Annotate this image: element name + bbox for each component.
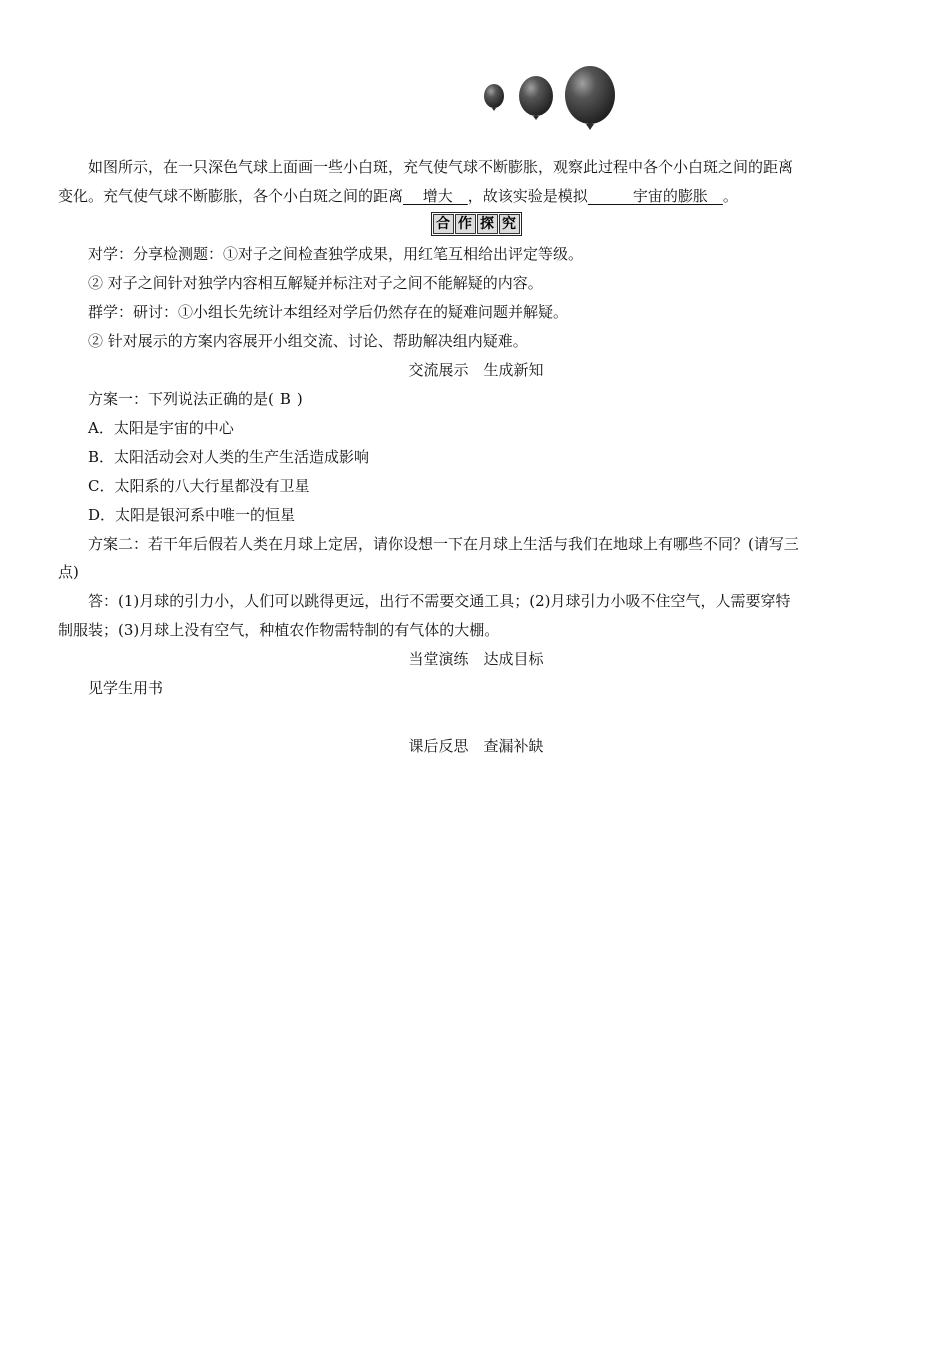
cooperation-badge — [431, 212, 522, 236]
plan2-question-text: 方案二：若干年后假若人类在月球上定居，请你设想一下在月球上生活与我们在地球上有哪些不同？(请写三 — [88, 535, 799, 553]
practice-reference-text: 见学生用书 — [88, 679, 164, 697]
plan1-option-d — [58, 504, 894, 526]
intro-text-4: 。 — [722, 187, 738, 205]
plan2-answer-text: 答：(1)月球的引力小，人们可以跳得更远，出行不需要交通工具；(2)月球引力小吸不住空气，人需要穿特 — [88, 592, 791, 610]
heading-exchange-text: 交流展示 生成新知 — [408, 361, 544, 379]
practice-reference — [58, 677, 894, 699]
option-text: D．太阳是银河系中唯一的恒星 — [88, 506, 296, 524]
plan1-answer: B — [279, 390, 291, 408]
answer-blank-1: 增大 — [403, 187, 468, 205]
heading-practice-text: 当堂演练 达成目标 — [408, 650, 544, 668]
plan1-question-text: 方案一：下列说法正确的是( — [88, 390, 274, 408]
group-learning-text: 群学：研讨：①小组长先统计本组经对学后仍然存在的疑难问题并解疑。 — [88, 303, 569, 321]
small-balloon-icon — [484, 84, 504, 111]
intro-line-2 — [58, 185, 894, 207]
badge-char: 究 — [499, 214, 520, 234]
heading-reflection — [58, 735, 894, 757]
plan1-option-a — [58, 417, 894, 439]
pair-learning-text: 对学：分享检测题：①对子之间检查独学成果，用红笔互相给出评定等级。 — [88, 245, 584, 263]
pair-learning-line — [58, 243, 894, 265]
plan1-option-b — [58, 446, 894, 468]
heading-reflection-text: 课后反思 查漏补缺 — [408, 737, 544, 755]
badge-char: 探 — [477, 214, 498, 234]
plan1-question — [58, 388, 894, 410]
group-learning-line — [58, 301, 894, 323]
group-learning-line-2 — [58, 330, 894, 352]
badge-char: 作 — [455, 214, 476, 234]
intro-text-3: ，故该实验是模拟 — [467, 187, 588, 205]
plan2-question-text-2: 点) — [58, 563, 79, 581]
heading-exchange — [58, 359, 894, 381]
group-learning-text-2: ② 针对展示的方案内容展开小组交流、讨论、帮助解决组内疑难。 — [88, 332, 528, 350]
heading-practice — [58, 648, 894, 670]
pair-learning-text-2: ② 对子之间针对独学内容相互解疑并标注对子之间不能解疑的内容。 — [88, 274, 543, 292]
intro-text-2: 变化。充气使气球不断膨胀，各个小白斑之间的距离 — [58, 187, 404, 205]
plan1-option-c — [58, 475, 894, 497]
intro-line-1 — [58, 156, 894, 178]
option-text: A．太阳是宇宙的中心 — [88, 419, 234, 437]
answer-blank-2: 宇宙的膨胀 — [587, 187, 723, 205]
pair-learning-line-2 — [58, 272, 894, 294]
large-balloon-icon — [565, 66, 615, 130]
badge-char: 合 — [433, 214, 454, 234]
medium-balloon-icon — [519, 76, 553, 120]
section-badge-row — [58, 212, 894, 236]
plan2-question-line-2 — [58, 561, 894, 583]
plan1-question-close: ) — [296, 390, 303, 408]
plan2-answer-line-2 — [58, 619, 894, 641]
plan2-question-line-1 — [58, 533, 894, 555]
plan2-answer-text-2: 制服装；(3)月球上没有空气，种植农作物需特制的有气体的大棚。 — [58, 621, 500, 639]
balloons-figure — [473, 62, 633, 140]
option-text: B．太阳活动会对人类的生产生活造成影响 — [88, 448, 370, 466]
plan2-answer-line-1 — [58, 590, 894, 612]
intro-text-1: 如图所示，在一只深色气球上面画一些小白斑，充气使气球不断膨胀，观察此过程中各个小白斑之间的距离 — [88, 158, 794, 176]
option-text: C．太阳系的八大行星都没有卫星 — [88, 477, 310, 495]
